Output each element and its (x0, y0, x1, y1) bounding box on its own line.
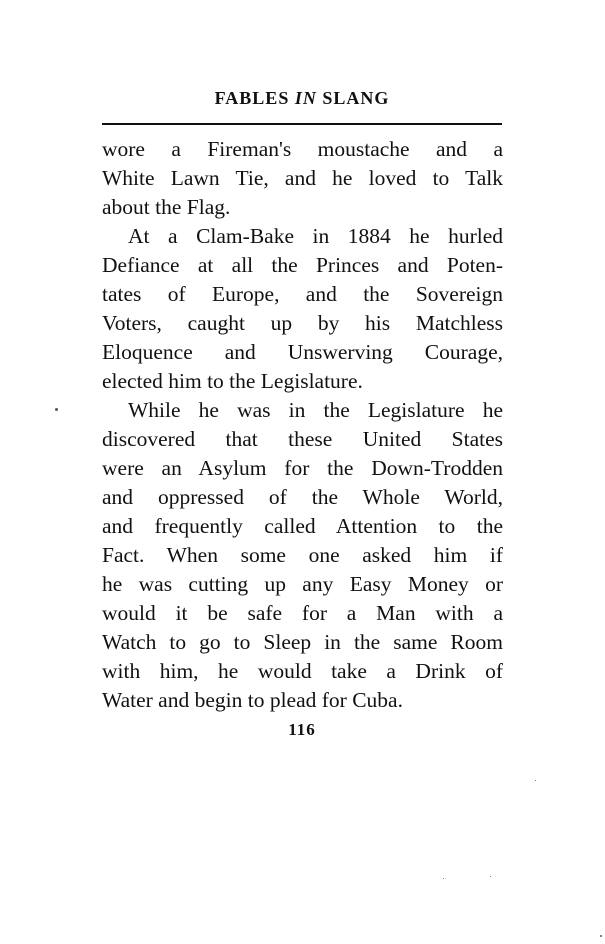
body-line: tates of Europe, and the Sovereign (102, 282, 503, 306)
running-head-in: IN (294, 88, 317, 108)
body-line: Water and begin to plead for Cuba. (102, 688, 403, 712)
body-line: and frequently called Attention to the (102, 514, 503, 538)
scan-speck (600, 935, 602, 937)
body-line: At a Clam-Bake in 1884 he hurled (128, 224, 503, 248)
body-line: he was cutting up any Easy Money or (102, 572, 503, 596)
body-line: and oppressed of the Whole World, (102, 485, 503, 509)
scan-speck (55, 408, 58, 411)
body-line: would it be safe for a Man with a (102, 601, 503, 625)
body-line: were an Asylum for the Down-Trodden (102, 456, 503, 480)
header-rule (102, 123, 502, 125)
body-line: Eloquence and Unswerving Courage, (102, 340, 503, 364)
running-head-fables: FABLES (214, 88, 290, 108)
body-line: White Lawn Tie, and he loved to Talk (102, 166, 503, 190)
scan-speck (490, 876, 491, 877)
body-line: Watch to go to Sleep in the same Room (102, 630, 503, 654)
scan-speck (443, 878, 444, 879)
running-head-slang: SLANG (322, 88, 390, 108)
body-line: about the Flag. (102, 195, 231, 219)
body-line: elected him to the Legislature. (102, 369, 363, 393)
running-head (102, 88, 502, 109)
scan-speck (535, 780, 536, 781)
body-line: with him, he would take a Drink of (102, 659, 503, 683)
body-line: Defiance at all the Princes and Poten- (102, 253, 503, 277)
page-number: 116 (288, 720, 316, 739)
body-line: Voters, caught up by his Matchless (102, 311, 503, 335)
body-line: discovered that these United States (102, 427, 503, 451)
body-line: wore a Fireman's moustache and a (102, 137, 503, 161)
body-line: Fact. When some one asked him if (102, 543, 503, 567)
body-line: While he was in the Legislature he (128, 398, 503, 422)
